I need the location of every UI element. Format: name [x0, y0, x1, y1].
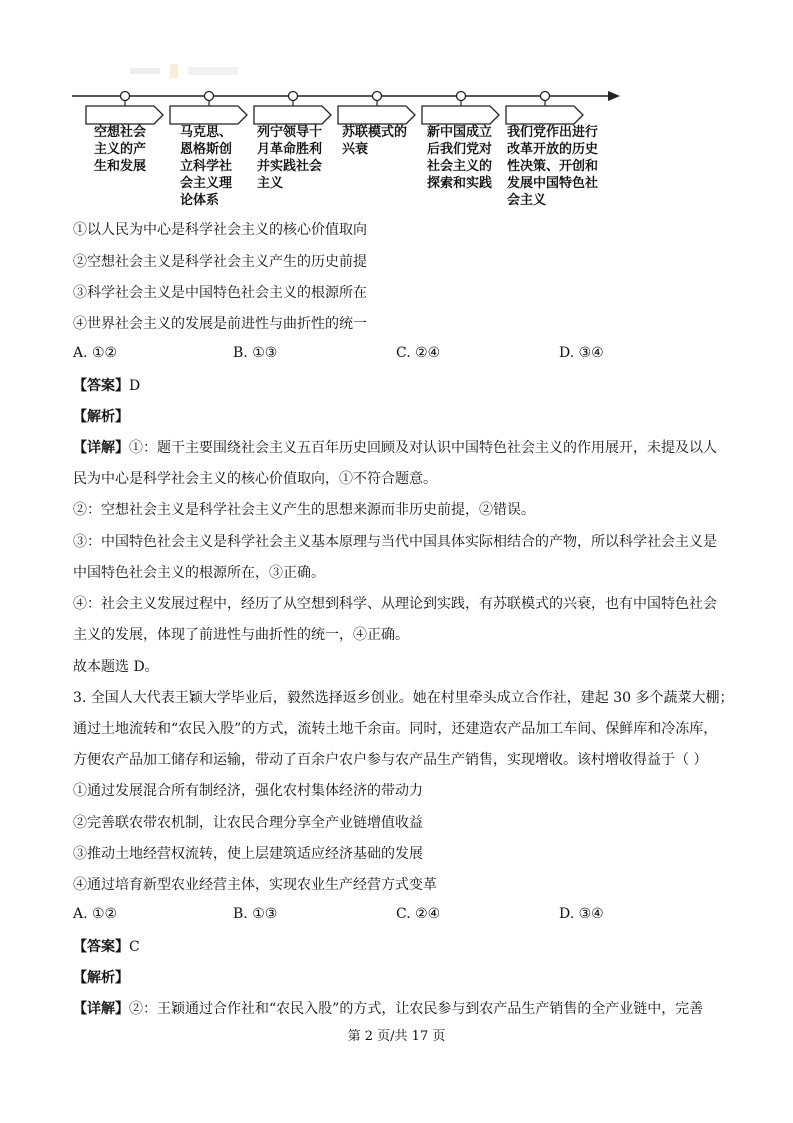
timeline-diagram: [60, 70, 630, 130]
timeline-step-2-line-4: 会主义理: [180, 176, 233, 191]
q3-stem-line-3: 方便农产品加工储存和运输，带动了百余户农户参与农产品生产销售，实现增收。该村增收得益于（ ）: [73, 752, 708, 768]
q3-statement-1: ①通过发展混合所有制经济，强化农村集体经济的带动力: [73, 783, 423, 799]
q3-statement-2: ②完善联农带农机制，让农民合理分享全产业链增值收益: [73, 815, 423, 831]
timeline-step-2-line-1: 马克思、: [180, 125, 233, 140]
q3-answer-label: 【答案】: [73, 939, 129, 955]
q3-option-c: C. ②④: [396, 906, 441, 922]
q3-option-a: A. ①②: [73, 906, 118, 922]
timeline-step-5-line-2: 后我们党对: [427, 142, 493, 157]
q2-detail-line-5: 中国特色社会主义的根源所在，③正确。: [73, 565, 325, 581]
q2-option-a: A. ①②: [73, 345, 118, 361]
q3-detail-text-1: ②：王颖通过合作社和“农民入股”的方式，让农民参与到农产品生产销售的全产业链中，完善: [129, 1001, 704, 1017]
timeline-step-2-line-3: 立科学社: [180, 159, 233, 174]
q2-answer: [73, 376, 140, 396]
q2-detail-line-1: [73, 438, 717, 458]
timeline-step-6-line-2: 改革开放的历史: [507, 142, 599, 157]
timeline-step-5-line-3: 社会主义的: [427, 159, 493, 174]
page-number-footer: 第 2 页/共 17 页: [347, 1029, 446, 1044]
q3-detail-line-1: [73, 999, 703, 1019]
q2-detail-line-3: ②：空想社会主义是科学社会主义产生的思想来源而非历史前提，②错误。: [73, 502, 535, 518]
q2-statement-1: ①以人民为中心是科学社会主义的核心价值取向: [73, 222, 367, 238]
q2-detail-line-8: 故本题选 D。: [73, 659, 159, 675]
timeline-step-6-text: [507, 124, 598, 209]
timeline-step-3-line-1: 列宁领导十: [257, 125, 323, 140]
q3-analysis-label: 【解析】: [73, 970, 129, 986]
q3-stem-line-2: 通过土地流转和“农民入股”的方式，流转土地千余亩。同时，还建造农产品加工车间、保鲜库和冷冻库，: [73, 721, 718, 737]
timeline-step-2-line-2: 恩格斯创: [180, 142, 233, 157]
q2-detail-label: 【详解】: [73, 440, 129, 456]
timeline-step-2-text: [180, 124, 232, 209]
timeline-step-5-text: [427, 124, 492, 192]
q2-detail-text-1: ①：题干主要围绕社会主义五百年历史回顾及对认识中国特色社会主义的作用展开，未提及以人: [129, 440, 717, 456]
q3-answer: [73, 937, 140, 957]
q2-option-c: C. ②④: [396, 345, 441, 361]
timeline-step-6-line-3: 性决策、开创和: [507, 159, 599, 174]
q2-detail-line-2: 民为中心是科学社会主义的核心价值取向，①不符合题意。: [73, 471, 437, 487]
timeline-step-6-line-1: 我们党作出进行: [507, 125, 599, 140]
q2-answer-value: D: [129, 378, 141, 394]
q2-answer-label: 【答案】: [73, 378, 129, 394]
q2-detail-line-4: ③：中国特色社会主义是科学社会主义基本原理与当代中国具体实际相结合的产物，所以科学社会主义是: [73, 534, 717, 550]
timeline-step-1-text: [94, 124, 146, 175]
q3-stem-line-1: 3. 全国人大代表王颖大学毕业后，毅然选择返乡创业。她在村里牵头成立合作社，建起 30 多个蔬菜大棚；: [73, 690, 734, 706]
q2-detail-line-6: ④：社会主义发展过程中，经历了从空想到科学、从理论到实践，有苏联模式的兴衰，也有中国特色社会: [73, 596, 717, 612]
q2-statement-3: ③科学社会主义是中国特色社会主义的根源所在: [73, 285, 367, 301]
q2-option-b: B. ①③: [233, 345, 278, 361]
timeline-step-3-text: [257, 124, 322, 192]
timeline-step-1-line-1: 空想社会: [94, 125, 147, 140]
timeline-step-5-line-4: 探索和实践: [427, 176, 493, 191]
timeline-step-2-line-5: 论体系: [180, 193, 220, 208]
q3-detail-label: 【详解】: [73, 1001, 129, 1017]
timeline-step-3-line-2: 月革命胜利: [257, 142, 323, 157]
timeline-arrowhead-icon: [608, 91, 620, 101]
timeline-step-6-line-4: 发展中国特色社: [507, 176, 599, 191]
timeline-step-4-line-1: 苏联模式的: [342, 125, 408, 140]
timeline-step-1-line-3: 生和发展: [94, 159, 147, 174]
q2-detail-line-7: 主义的发展，体现了前进性与曲折性的统一，④正确。: [73, 627, 409, 643]
timeline-step-5-line-1: 新中国成立: [427, 125, 493, 140]
q2-option-d: D. ③④: [559, 345, 604, 361]
q3-answer-value: C: [129, 939, 140, 955]
timeline-step-4-text: [342, 124, 407, 158]
q2-statement-2: ②空想社会主义是科学社会主义产生的历史前提: [73, 254, 367, 270]
timeline-step-6-line-5: 会主义: [507, 193, 547, 208]
q2-analysis-label: 【解析】: [73, 409, 129, 425]
q3-options: [73, 906, 713, 926]
timeline-step-4-line-2: 兴衰: [342, 142, 369, 157]
timeline-step-1-line-2: 主义的产: [94, 142, 147, 157]
q3-option-d: D. ③④: [559, 906, 604, 922]
timeline-step-3-line-4: 主义: [257, 176, 284, 191]
q3-option-b: B. ①③: [233, 906, 278, 922]
q3-statement-4: ④通过培育新型农业经营主体，实现农业生产经营方式变革: [73, 877, 437, 893]
q3-statement-3: ③推动土地经营权流转，使上层建筑适应经济基础的发展: [73, 846, 423, 862]
timeline-step-3-line-3: 并实践社会: [257, 159, 323, 174]
q2-statement-4: ④世界社会主义的发展是前进性与曲折性的统一: [73, 316, 367, 332]
q2-options: [73, 345, 713, 365]
